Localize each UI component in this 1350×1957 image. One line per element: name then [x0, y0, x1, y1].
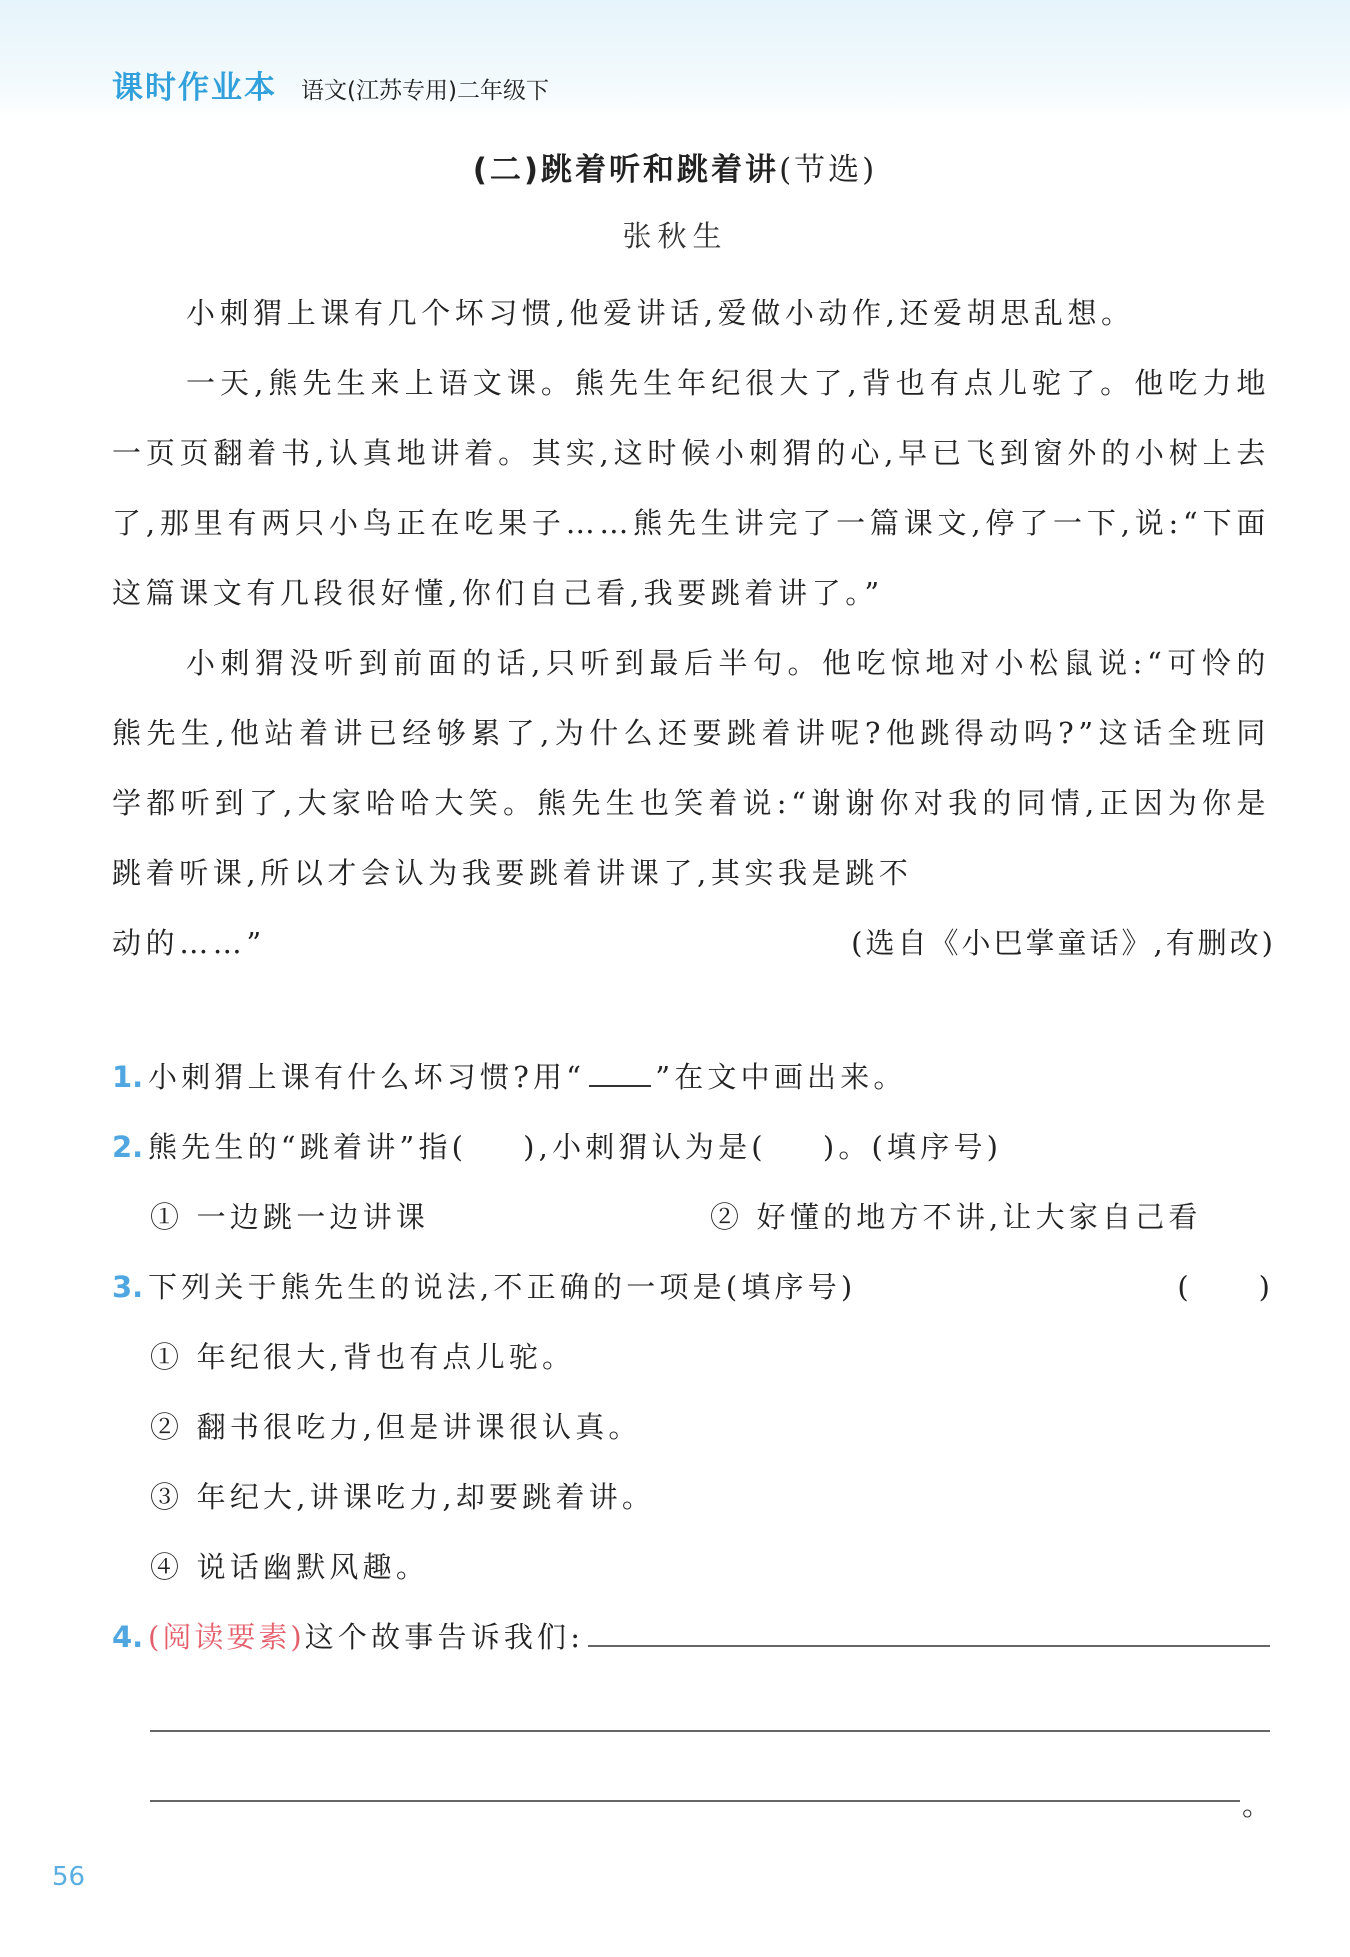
question-2	[112, 1112, 1270, 1182]
article-title	[0, 144, 1350, 189]
title-note: (节选)	[779, 152, 878, 188]
end-period: 。	[1242, 1788, 1272, 1822]
option-2: ② 翻书很吃力,但是讲课很认真。	[150, 1410, 642, 1444]
source-citation: (选自《小巴掌童话》,有删改)	[851, 926, 1276, 960]
paragraph-1: 小刺猬上课有几个坏习惯,他爱讲话,爱做小动作,还爱胡思乱想。	[186, 296, 1135, 330]
answer-blank[interactable]	[1177, 1252, 1270, 1322]
question-text: 小刺猬上课有什么坏习惯?用“	[148, 1060, 586, 1094]
question-text: 这个故事告诉我们:	[304, 1620, 585, 1654]
page-header	[112, 62, 549, 106]
paren-open: (	[1177, 1270, 1189, 1304]
question-4	[112, 1602, 1270, 1672]
answer-line[interactable]	[588, 1603, 1270, 1647]
question-number: 4.	[112, 1620, 144, 1654]
paragraph-2: 一天,熊先生来上语文课。熊先生年纪很大了,背也有点儿驼了。他吃力地一页页翻着书,认真地讲着。其实,这时候小刺猬的心,早已飞到窗外的小树上去了,那里有两只小鸟正在吃果子……熊先生讲完了一篇课文,停了一下,说:“下面这篇课文有几段很好懂,你们自己看,我要跳着讲了。”	[112, 366, 1270, 610]
questions-section	[112, 1042, 1270, 1672]
answer-line[interactable]	[150, 1800, 1240, 1802]
series-name: 课时作业本	[112, 70, 277, 106]
option-1: ① 一边跳一边讲课	[150, 1200, 430, 1234]
option-3: ③ 年纪大,讲课吃力,却要跳着讲。	[150, 1480, 656, 1514]
passage-end-line	[112, 908, 1276, 978]
page-number: 56	[52, 1862, 86, 1892]
option-4: ④ 说话幽默风趣。	[150, 1550, 430, 1584]
paragraph-3: 小刺猬没听到前面的话,只听到最后半句。他吃惊地对小松鼠说:“可怜的熊先生,他站着讲已经够累了,为什么还要跳着讲呢?他跳得动吗?”这话全班同学都听到了,大家哈哈大笑。熊先生也笑着说:“谢谢你对我的同情,正因为你是跳着听课,所以才会认为我要跳着讲课了,其实我是跳不	[112, 646, 1270, 890]
author: 张秋生	[622, 219, 728, 253]
paragraph-3-end: 动的……”	[112, 926, 266, 960]
option-2: ② 好懂的地方不讲,让大家自己看	[710, 1200, 1202, 1234]
question-text: ”在文中画出来。	[655, 1060, 907, 1094]
answer-line[interactable]	[150, 1730, 1270, 1732]
title-text: (二)跳着听和跳着讲	[472, 152, 780, 188]
question-number: 3.	[112, 1270, 144, 1304]
question-text: ),小刺猬认为是(	[523, 1130, 767, 1164]
question-number: 1.	[112, 1060, 144, 1094]
question-2-options	[112, 1182, 1270, 1252]
subject-grade: 语文(江苏专用)二年级下	[301, 78, 549, 104]
question-3	[112, 1252, 1270, 1322]
underline-sample	[589, 1061, 651, 1087]
question-number: 2.	[112, 1130, 144, 1164]
reading-element-tag: (阅读要素)	[148, 1620, 305, 1654]
question-1	[112, 1042, 1270, 1112]
paren-close: )	[1258, 1270, 1270, 1304]
question-text: 熊先生的“跳着讲”指(	[148, 1130, 468, 1164]
reading-passage	[112, 278, 1276, 978]
question-text: 下列关于熊先生的说法,不正确的一项是(填序号)	[148, 1270, 857, 1304]
question-text: )。(填序号)	[822, 1130, 1003, 1164]
option-1: ① 年纪很大,背也有点儿驼。	[150, 1340, 576, 1374]
